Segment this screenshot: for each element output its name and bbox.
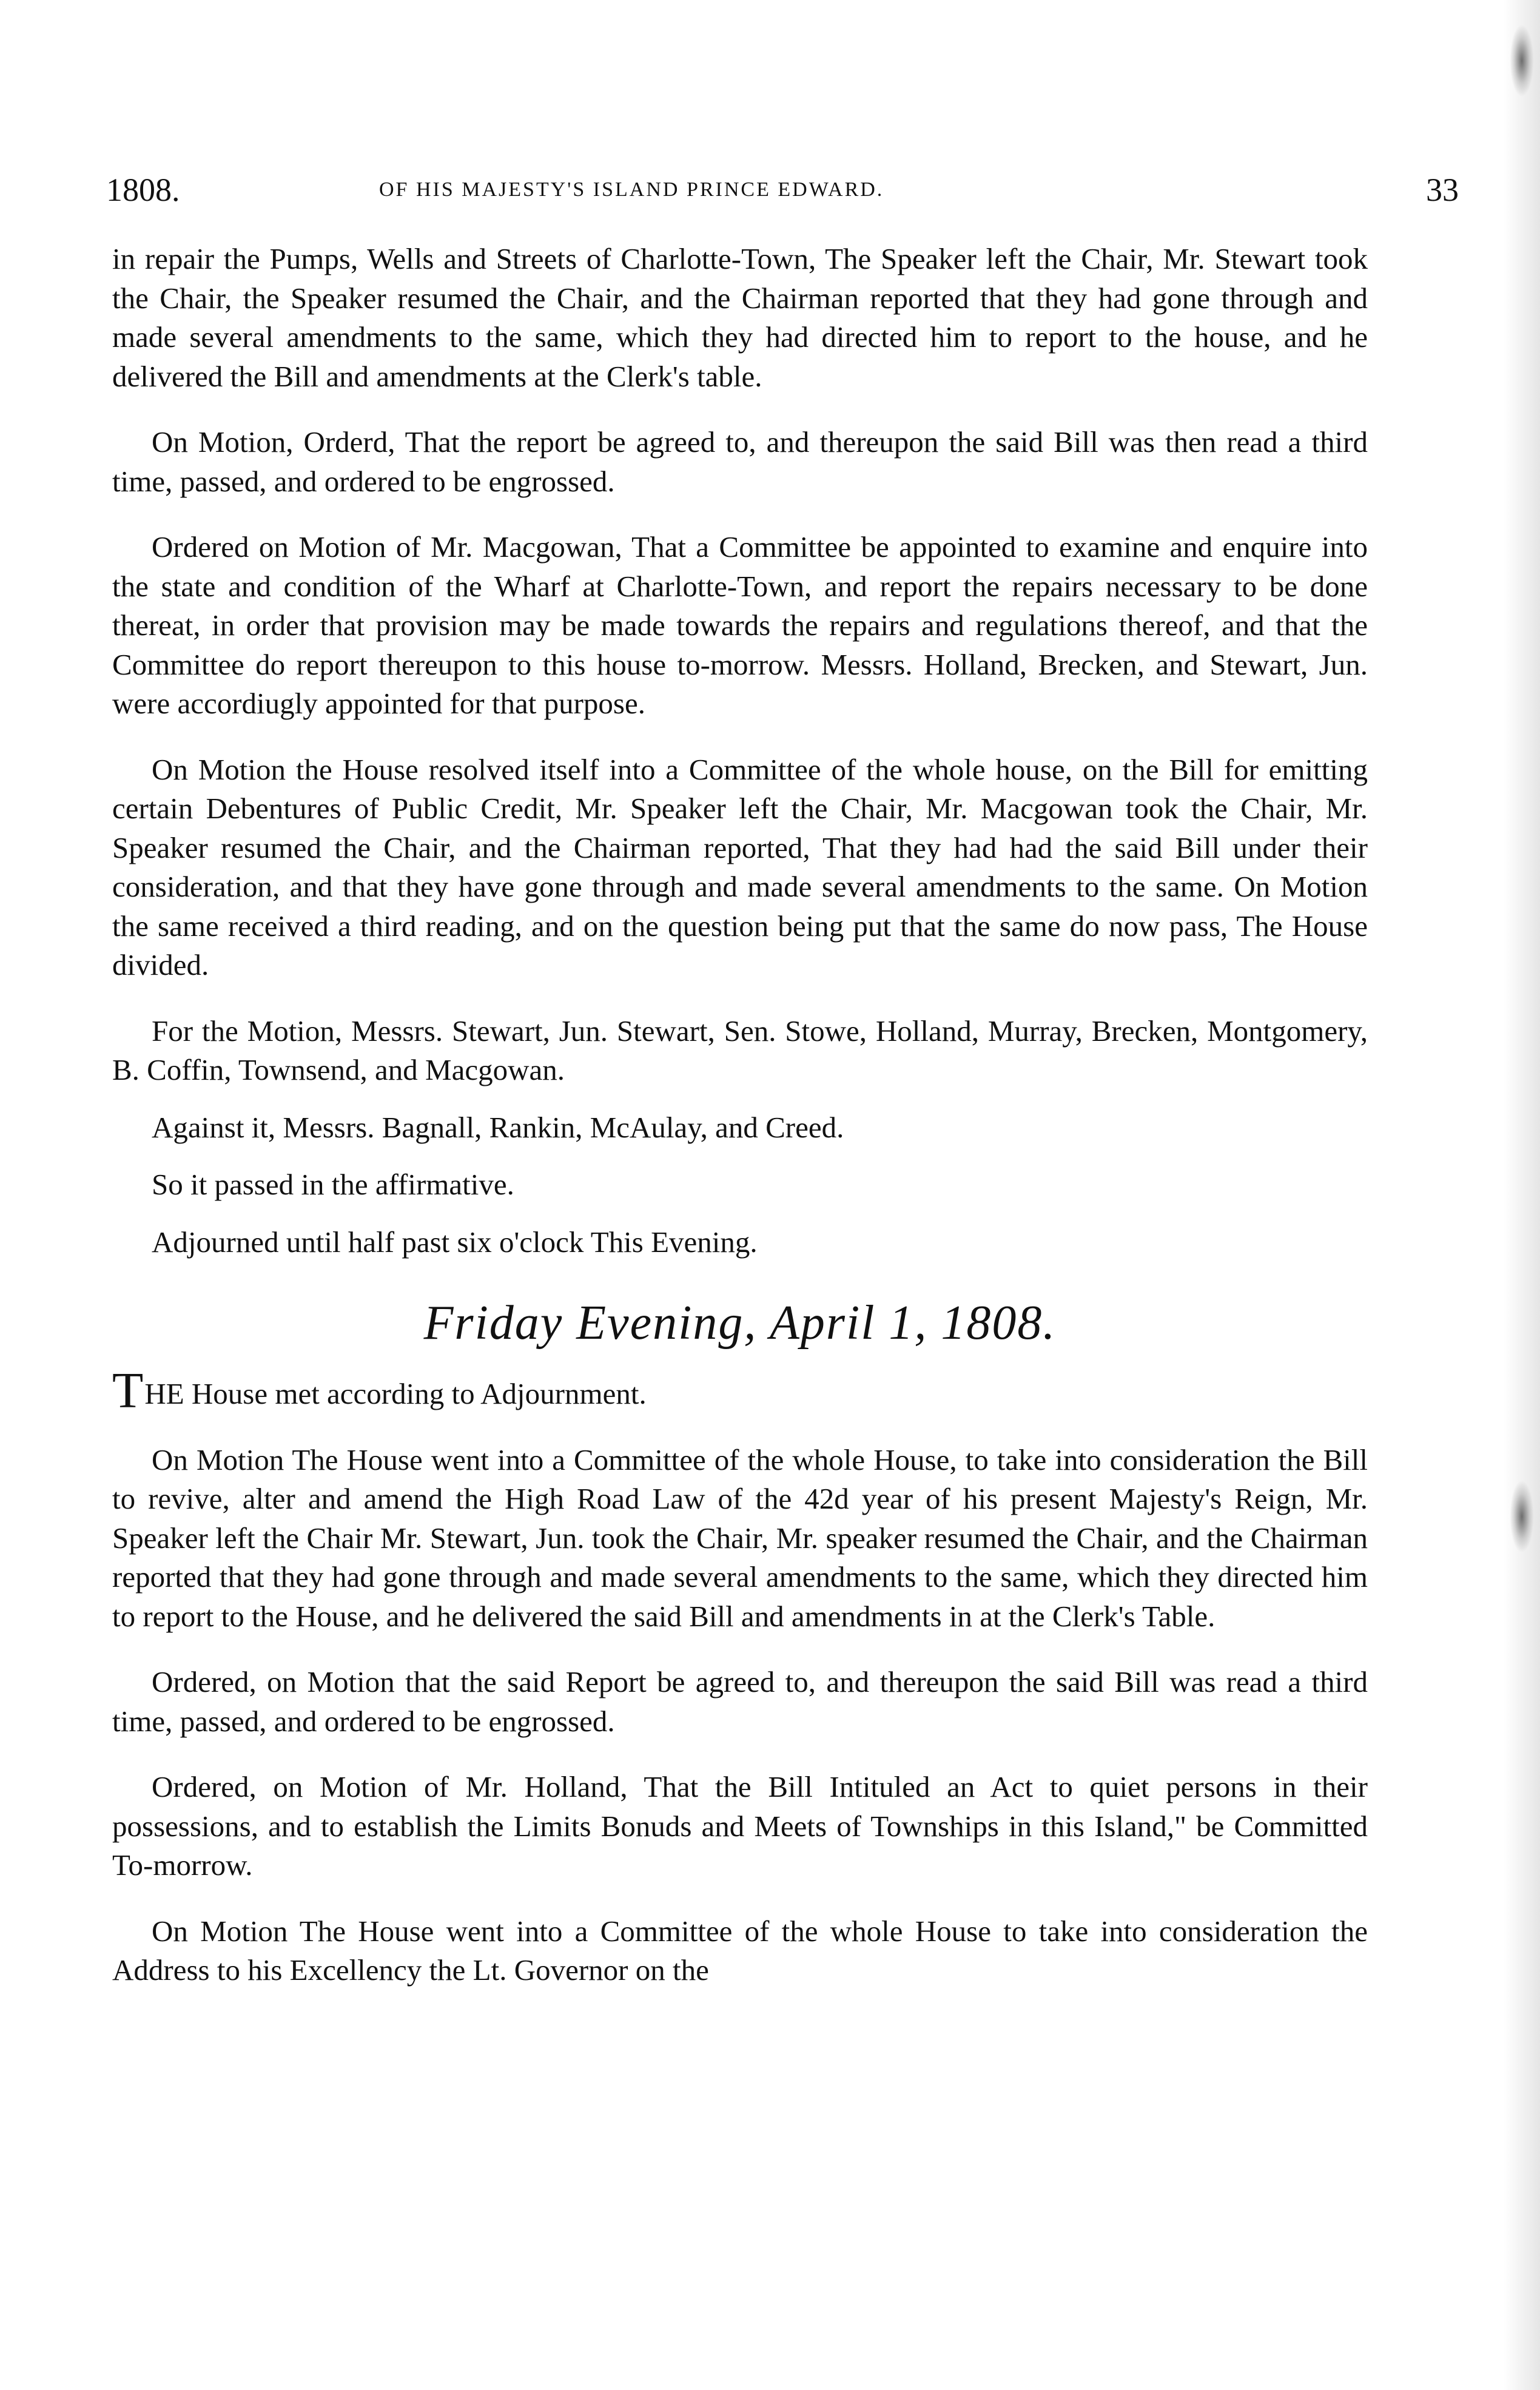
paragraph: in repair the Pumps, Wells and Streets of Charlotte-Town, The Speaker left the Chair, Mr. Stewart took the Chair, the Speaker resumed the Chair, and the Chairman reported that they had gone through and made several amendments to the same, which they had directed him to report to the house, and he delivered the Bill and amendments at the Clerk's table. bbox=[112, 242, 1368, 393]
page-number: 33 bbox=[1426, 172, 1459, 208]
opening-paragraph bbox=[112, 1362, 1368, 1419]
page-body bbox=[112, 240, 1368, 2017]
vote-against-paragraph: Against it, Messrs. Bagnall, Rankin, McAulay, and Creed. bbox=[152, 1110, 844, 1144]
vote-for-paragraph: For the Motion, Messrs. Stewart, Jun. Stewart, Sen. Stowe, Holland, Murray, Brecken, Montgomery, B. Coffin, Townsend, and Macgowan. bbox=[112, 1014, 1368, 1086]
paragraph: On Motion The House went into a Committee of the whole House, to take into consideration the Bill to revive, alter and amend the High Road Law of the 42d year of his present Majesty's Reign, Mr. Speaker left the Chair Mr. Stewart, Jun. took the Chair, Mr. speaker resumed the Chair, and the Chairman reported that they had gone through and made several amendments to the same, which they directed him to report to the House, and he delivered the said Bill and amendments in at the Clerk's Table. bbox=[112, 1442, 1368, 1633]
running-header bbox=[106, 171, 1459, 226]
header-title: OF HIS MAJESTY'S ISLAND PRINCE EDWARD. bbox=[379, 178, 884, 201]
drop-cap: T bbox=[112, 1362, 144, 1419]
scan-artifact bbox=[1510, 1480, 1534, 1553]
section-heading: Friday Evening, April 1, 1808. bbox=[423, 1296, 1057, 1350]
paragraph: On Motion, Orderd, That the report be agreed to, and thereupon the said Bill was then read a third time, passed, and ordered to be engrossed. bbox=[112, 425, 1368, 498]
paragraph: Ordered, on Motion that the said Report be agreed to, and thereupon the said Bill was read a third time, passed, and ordered to be engrossed. bbox=[112, 1665, 1368, 1738]
scan-artifact bbox=[1510, 24, 1534, 97]
paragraph: On Motion the House resolved itself into a Committee of the whole house, on the Bill for emitting certain Debentures of Public Credit, Mr. Speaker left the Chair, Mr. Macgowan took the Chair, Mr. Speaker resumed the Chair, and the Chairman reported, That they had had the said Bill under their consideration, and that they have gone through and made several amendments to the same. On Motion the same received a third reading, and on the question being put that the same do now pass, The House divided. bbox=[112, 752, 1368, 981]
paragraph: Ordered on Motion of Mr. Macgowan, That a Committee be appointed to examine and enquire into the state and condition of the Wharf at Charlotte-Town, and report the repairs necessary to be done thereat, in order that provision may be made towards the repairs and regulations thereof, and that the Committee do report thereupon to this house to-morrow. Messrs. Holland, Brecken, and Stewart, Jun. were accordiugly appointed for that purpose. bbox=[112, 530, 1368, 720]
adjournment-paragraph: Adjourned until half past six o'clock This Evening. bbox=[152, 1225, 758, 1259]
header-year: 1808. bbox=[106, 172, 180, 208]
result-paragraph: So it passed in the affirmative. bbox=[152, 1168, 514, 1201]
paragraph: On Motion The House went into a Committee of the whole House to take into consideration the Address to his Excellency the Lt. Governor on the bbox=[112, 1914, 1368, 1987]
opening-text: HE House met according to Adjournment. bbox=[144, 1377, 647, 1410]
scan-edge-shadow bbox=[1504, 0, 1540, 2390]
paragraph: Ordered, on Motion of Mr. Holland, That the Bill Intituled an Act to quiet persons in their possessions, and to establish the Limits Bonuds and Meets of Townships in this Island," be Committed To-morrow. bbox=[112, 1770, 1368, 1882]
